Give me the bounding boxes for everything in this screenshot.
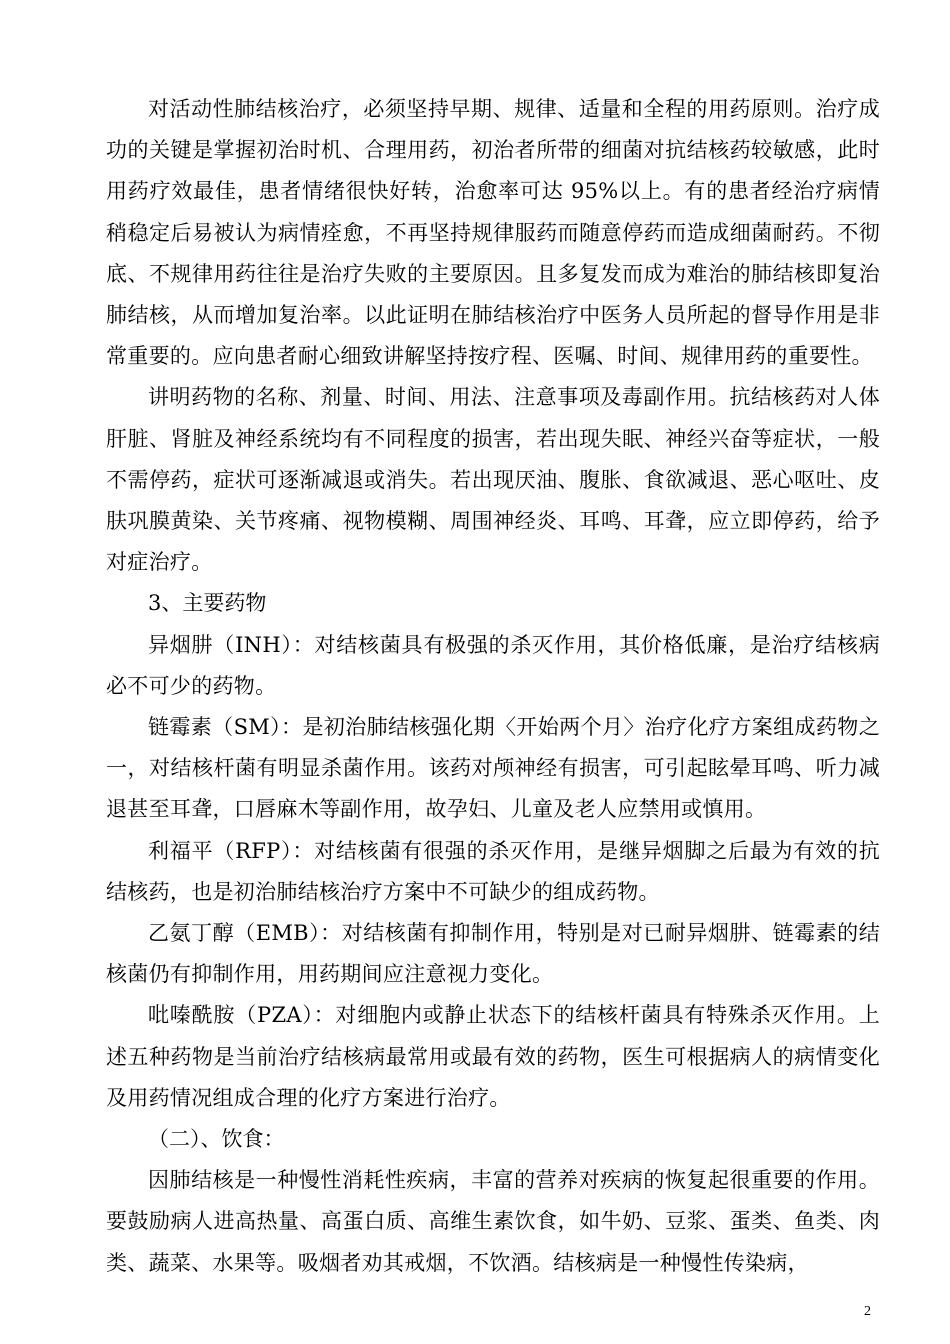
paragraph-drug-sm: 链霉素（SM）：是初治肺结核强化期〈开始两个月〉治疗化疗方案组成药物之一，对结核杆菌有明显杀菌作用。该药对颅神经有损害，可引起眩晕耳鸣、听力减退甚至耳聋，口唇麻木等副作用，故孕妇、儿童及老人应禁用或慎用。 [106,715,880,822]
paragraph-drug-inh: 异烟肼（INH）：对结核菌具有极强的杀灭作用，其价格低廉，是治疗结核病必不可少的药物。 [106,632,880,698]
paragraph-drug-pza: 吡嗪酰胺（PZA）：对细胞内或静止状态下的结核杆菌具有特殊杀灭作用。上述五种药物是当前治疗结核病最常用或最有效的药物，医生可根据病人的病情变化及用药情况组成合理的化疗方案进行治疗。 [106,1003,880,1110]
paragraph-treatment-principles: 对活动性肺结核治疗，必须坚持早期、规律、适量和全程的用药原则。治疗成功的关键是掌握初治时机、合理用药，初治者所带的细菌对抗结核药较敏感，此时用药疗效最佳，患者情绪很快好转，治愈率可达 95%以上。有的患者经治疗病情稍稳定后易被认为病情痊愈，不再坚持规律服药而随意停药而造成细菌耐药。不彻底、不规律用药往往是治疗失败的主要原因。且多复发而成为难治的肺结核即复治肺结核，从而增加复治率。以此证明在肺结核治疗中医务人员所起的督导作用是非常重要的。应向患者耐心细致讲解坚持按疗程、医嘱、时间、规律用药的重要性。 [106,97,880,369]
section-heading-diet: （二）、饮食： [148,1127,285,1152]
document-body [106,89,880,1284]
section-heading-main-drugs: 3、主要药物 [148,591,267,616]
page-number: 2 [864,1304,871,1319]
paragraph-drug-rfp: 利福平（RFP）：对结核菌有很强的杀灭作用，是继异烟脚之后最为有效的抗结核药，也是初治肺结核治疗方案中不可缺少的组成药物。 [106,838,880,904]
paragraph-drug-emb: 乙氨丁醇（EMB）：对结核菌有抑制作用，特别是对已耐异烟肼、链霉素的结核菌仍有抑制作用，用药期间应注意视力变化。 [106,921,880,987]
paragraph-diet: 因肺结核是一种慢性消耗性疾病，丰富的营养对疾病的恢复起很重要的作用。要鼓励病人进高热量、高蛋白质、高维生素饮食，如牛奶、豆浆、蛋类、鱼类、肉类、蔬菜、水果等。吸烟者劝其戒烟，不饮酒。结核病是一种慢性传染病， [106,1168,880,1275]
paragraph-drug-side-effects: 讲明药物的名称、剂量、时间、用法、注意事项及毒副作用。抗结核药对人体肝脏、肾脏及神经系统均有不同程度的损害，若出现失眠、神经兴奋等症状，一般不需停药，症状可逐渐减退或消失。若出现厌油、腹胀、食欲减退、恶心呕吐、皮肤巩膜黄染、关节疼痛、视物模糊、周围神经炎、耳鸣、耳聋，应立即停药，给予对症治疗。 [106,385,880,575]
